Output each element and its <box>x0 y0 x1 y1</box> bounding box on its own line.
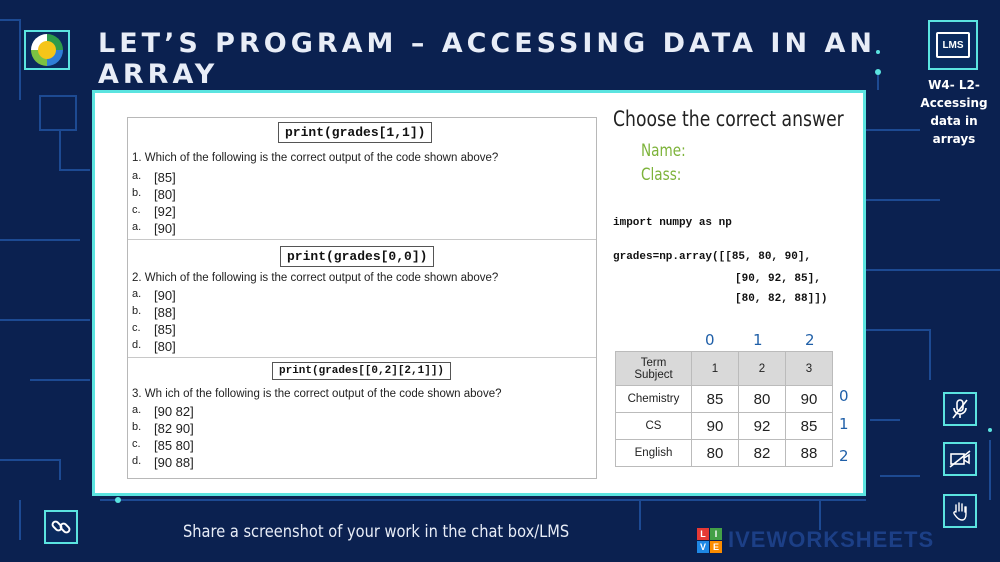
option-value: [90 82] <box>154 404 194 419</box>
answer-option[interactable] <box>132 421 194 436</box>
column-index: 2 <box>805 331 815 349</box>
lesson-line: Accessing <box>920 96 988 110</box>
answer-option[interactable] <box>132 221 176 236</box>
grades-table <box>615 351 833 467</box>
table-row <box>616 386 833 413</box>
grade-cell: 90 <box>786 386 833 413</box>
subject-cell: CS <box>616 413 692 440</box>
question-code: print(grades[1,1]) <box>278 122 432 143</box>
option-value: [85 80] <box>154 438 194 453</box>
corner-term: Term <box>640 356 667 369</box>
table-row <box>616 413 833 440</box>
share-link-button[interactable] <box>44 510 78 544</box>
lesson-line: data in <box>930 114 978 128</box>
lesson-line: W4- L2- <box>928 78 980 92</box>
lesson-line: arrays <box>932 132 976 146</box>
option-letter: d. <box>132 455 142 467</box>
answer-option[interactable] <box>132 339 176 354</box>
question-code: print(grades[0,0]) <box>280 246 434 267</box>
grade-cell: 85 <box>692 386 739 413</box>
option-value: [85] <box>154 170 176 185</box>
answer-option[interactable] <box>132 187 176 202</box>
liveworksheets-logo <box>697 527 934 553</box>
lms-label: LMS <box>942 39 964 51</box>
question-text: 1. Which of the following is the correct output of the code shown above? <box>132 152 499 164</box>
answer-option[interactable] <box>132 404 194 419</box>
raise-hand-button[interactable] <box>943 494 977 528</box>
footer-instruction: Share a screenshot of your work in the chat box/LMS <box>183 522 570 542</box>
answer-option[interactable] <box>132 170 176 185</box>
lesson-label <box>912 76 996 148</box>
grade-cell: 80 <box>692 440 739 467</box>
question-text: 2. Which of the following is the correct output of the code shown above? <box>132 272 499 284</box>
raise-hand-icon <box>951 500 969 522</box>
grade-cell: 88 <box>786 440 833 467</box>
worksheet-frame <box>92 90 866 496</box>
camera-button[interactable] <box>943 442 977 476</box>
question-code: print(grades[[0,2][2,1]]) <box>272 362 451 380</box>
answer-option[interactable] <box>132 322 176 337</box>
answer-option[interactable] <box>132 438 194 453</box>
question-text: 3. Wh ich of the following is the correct output of the code shown above? <box>132 388 502 400</box>
answer-option[interactable] <box>132 288 176 303</box>
code-line: grades=np.array([[85, 80, 90], <box>613 251 812 263</box>
question-block <box>128 240 596 358</box>
option-letter: c. <box>132 204 141 216</box>
code-line: [80, 82, 88]]) <box>735 293 828 305</box>
option-letter: a. <box>132 221 142 233</box>
option-letter: c. <box>132 438 141 450</box>
option-value: [80] <box>154 339 176 354</box>
option-value: [92] <box>154 204 176 219</box>
option-letter: a. <box>132 288 142 300</box>
answer-heading: Choose the correct answer <box>613 107 844 131</box>
option-letter: d. <box>132 339 142 351</box>
option-value: [90 88] <box>154 455 194 470</box>
option-value: [80] <box>154 187 176 202</box>
option-letter: c. <box>132 322 141 334</box>
grade-cell: 85 <box>786 413 833 440</box>
option-value: [88] <box>154 305 176 320</box>
option-letter: b. <box>132 421 142 433</box>
row-index: 1 <box>839 415 849 433</box>
row-index: 2 <box>839 447 849 465</box>
option-value: [85] <box>154 322 176 337</box>
code-line: [90, 92, 85], <box>735 273 821 285</box>
brand-letter: I <box>710 528 722 540</box>
option-value: [90] <box>154 221 176 236</box>
option-value: [82 90] <box>154 421 194 436</box>
answer-option[interactable] <box>132 455 194 470</box>
page-title: LET’S PROGRAM – ACCESSING DATA IN AN ARRAY <box>98 28 876 90</box>
option-letter: a. <box>132 170 142 182</box>
table-row <box>616 440 833 467</box>
code-line: import numpy as np <box>613 217 732 229</box>
key-logo-icon <box>31 34 63 66</box>
brand-letter: L <box>697 528 709 540</box>
class-label: Class: <box>641 165 682 185</box>
home-logo-button[interactable] <box>24 30 70 70</box>
grade-cell: 90 <box>692 413 739 440</box>
table-corner-header <box>616 352 692 386</box>
brand-text: IVEWORKSHEETS <box>728 527 935 552</box>
grade-cell: 82 <box>739 440 786 467</box>
answer-panel <box>613 97 863 489</box>
grade-cell: 92 <box>739 413 786 440</box>
option-letter: b. <box>132 305 142 317</box>
brand-letter: V <box>697 541 709 553</box>
camera-off-icon <box>949 450 971 468</box>
answer-option[interactable] <box>132 305 176 320</box>
lms-screen-icon <box>936 32 970 58</box>
option-letter: a. <box>132 404 142 416</box>
worksheet-page <box>101 97 857 489</box>
corner-subject: Subject <box>634 368 673 381</box>
option-value: [90] <box>154 288 176 303</box>
column-header: 1 <box>692 352 739 386</box>
subject-cell: Chemistry <box>616 386 692 413</box>
option-letter: b. <box>132 187 142 199</box>
answer-option[interactable] <box>132 204 176 219</box>
column-index: 0 <box>705 331 715 349</box>
mic-off-icon <box>951 398 969 420</box>
column-header: 3 <box>786 352 833 386</box>
grade-cell: 80 <box>739 386 786 413</box>
column-header: 2 <box>739 352 786 386</box>
link-icon <box>50 516 72 538</box>
row-index: 0 <box>839 387 849 405</box>
table-header-row <box>616 352 833 386</box>
lms-button[interactable] <box>928 20 978 70</box>
brand-letter: E <box>710 541 722 553</box>
mute-button[interactable] <box>943 392 977 426</box>
question-block <box>128 358 596 480</box>
quiz-panel <box>127 117 597 479</box>
column-index: 1 <box>753 331 763 349</box>
question-block <box>128 118 596 240</box>
name-label: Name: <box>641 141 686 161</box>
subject-cell: English <box>616 440 692 467</box>
